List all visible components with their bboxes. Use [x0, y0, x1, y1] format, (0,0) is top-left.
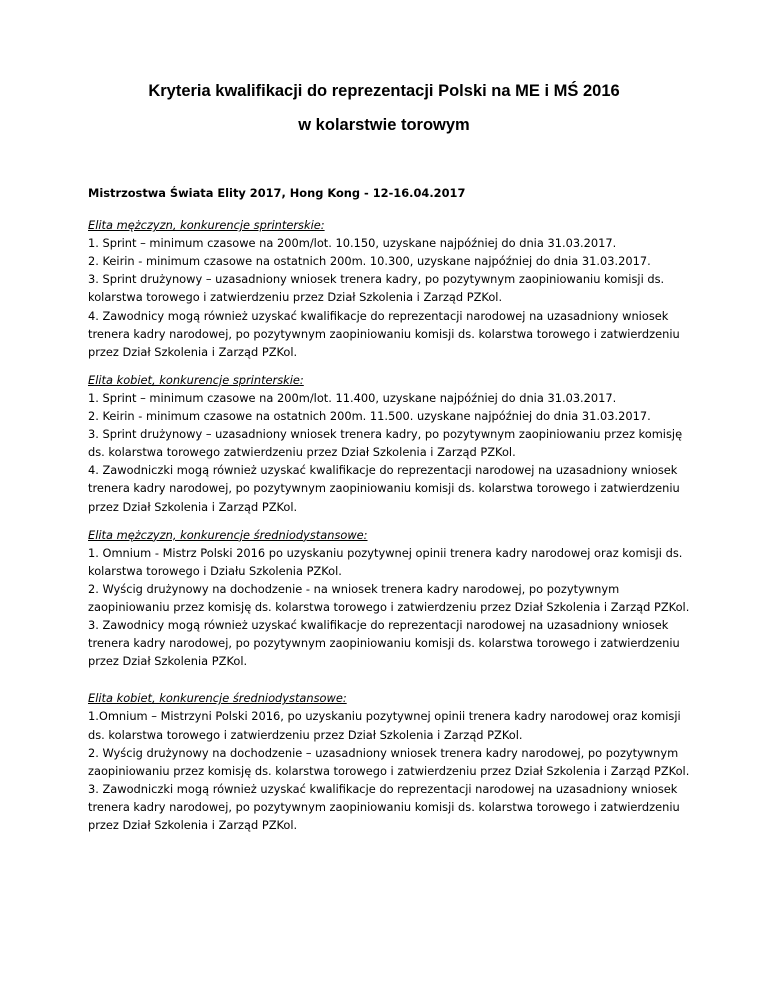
criteria-item: 3. Zawodnicy mogą również uzyskać kwalifikacje do reprezentacji narodowej na uzasadniony wniosek trenera kadry narodowej, po pozytywnym zaopiniowaniu komisji ds. kolarstwa torowego i zatwierdzeniu przez Dział Szkolenia PZKol.: [88, 618, 680, 669]
section-heading: Elita mężczyzn, konkurencje średniodystansowe:: [88, 527, 368, 542]
event-subtitle: Mistrzostwa Świata Elity 2017, Hong Kong - 12-16.04.2017: [88, 186, 466, 200]
criteria-item: 1.Omnium – Mistrzyni Polski 2016, po uzyskaniu pozytywnej opinii trenera kadry narodowej oraz komisji ds. kolarstwa torowego i zatwierdzeniu przez Dział Szkolenia i Zarząd PZKol.: [88, 709, 681, 742]
criteria-item: 2. Wyścig drużynowy na dochodzenie - na wniosek trenera kadry narodowej, po pozytywnym zaopiniowaniu przez komisję ds. kolarstwa torowego i zatwierdzeniu przez Dział Szkolenia i Zarząd PZKol.: [88, 581, 690, 614]
criteria-item: 1. Omnium - Mistrz Polski 2016 po uzyskaniu pozytywnej opinii trenera kadry narodowej oraz komisji ds. kolarstwa torowego i Działu Szkolenia PZKol.: [88, 545, 683, 578]
section-heading: Elita kobiet, konkurencje średniodystansowe:: [88, 691, 347, 706]
criteria-item: 2. Keirin - minimum czasowe na ostatnich 200m. 11.500. uzyskane najpóźniej do dnia 31.03.2017.: [88, 409, 651, 424]
section-heading: Elita kobiet, konkurencje sprinterskie:: [88, 372, 304, 387]
document-title: Kryteria kwalifikacji do reprezentacji Polski na ME i MŚ 2016: [148, 82, 620, 100]
document-title-line2: w kolarstwie torowym: [298, 116, 470, 134]
criteria-item: 4. Zawodniczki mogą również uzyskać kwalifikacje do reprezentacji narodowej na uzasadniony wniosek trenera kadry narodowej, po pozytywnym zaopiniowaniu komisji ds. kolarstwa torowego i zatwierdzeniu przez Dział Szkolenia i Zarząd PZKol.: [88, 463, 680, 514]
criteria-item: 4. Zawodnicy mogą również uzyskać kwalifikacje do reprezentacji narodowej na uzasadniony wniosek trenera kadry narodowej, po pozytywnym zaopiniowaniu komisji ds. kolarstwa torowego i zatwierdzeniu przez Dział Szkolenia i Zarząd PZKol.: [88, 308, 680, 359]
criteria-item: 1. Sprint – minimum czasowe na 200m/lot. 11.400, uzyskane najpóźniej do dnia 31.03.2017.: [88, 390, 617, 405]
criteria-item: 2. Wyścig drużynowy na dochodzenie – uzasadniony wniosek trenera kadry narodowej, po pozytywnym zaopiniowaniu przez komisję ds. kolarstwa torowego i zatwierdzeniu przez Dział Szkolenia i Zarząd PZKol.: [88, 745, 690, 778]
criteria-item: 3. Zawodniczki mogą również uzyskać kwalifikacje do reprezentacji narodowej na uzasadniony wniosek trenera kadry narodowej, po pozytywnym zaopiniowaniu komisji ds. kolarstwa torowego i zatwierdzeniu przez Dział Szkolenia i Zarząd PZKol.: [88, 781, 680, 832]
criteria-item: 1. Sprint – minimum czasowe na 200m/lot. 10.150, uzyskane najpóźniej do dnia 31.03.2017.: [88, 236, 617, 251]
criteria-item: 2. Keirin - minimum czasowe na ostatnich 200m. 10.300, uzyskane najpóźniej do dnia 31.03.2017.: [88, 254, 651, 269]
criteria-item: 3. Sprint drużynowy – uzasadniony wniosek trenera kadry, po pozytywnym zaopiniowaniu przez komisję ds. kolarstwa torowego zatwierdzeniu przez Dział Szkolenia i Zarząd PZKol.: [88, 427, 683, 460]
section-women-sprint: [88, 371, 693, 516]
section-women-endurance: [88, 689, 693, 834]
section-heading: Elita mężczyzn, konkurencje sprinterskie:: [88, 218, 325, 233]
section-men-endurance: [88, 526, 693, 671]
document-body: [88, 184, 693, 844]
criteria-item: 3. Sprint drużynowy – uzasadniony wniosek trenera kadry, po pozytywnym zaopiniowaniu komisji ds. kolarstwa torowego i zatwierdzeniu przez Dział Szkolenia i Zarząd PZKol.: [88, 272, 665, 305]
section-men-sprint: [88, 216, 693, 361]
